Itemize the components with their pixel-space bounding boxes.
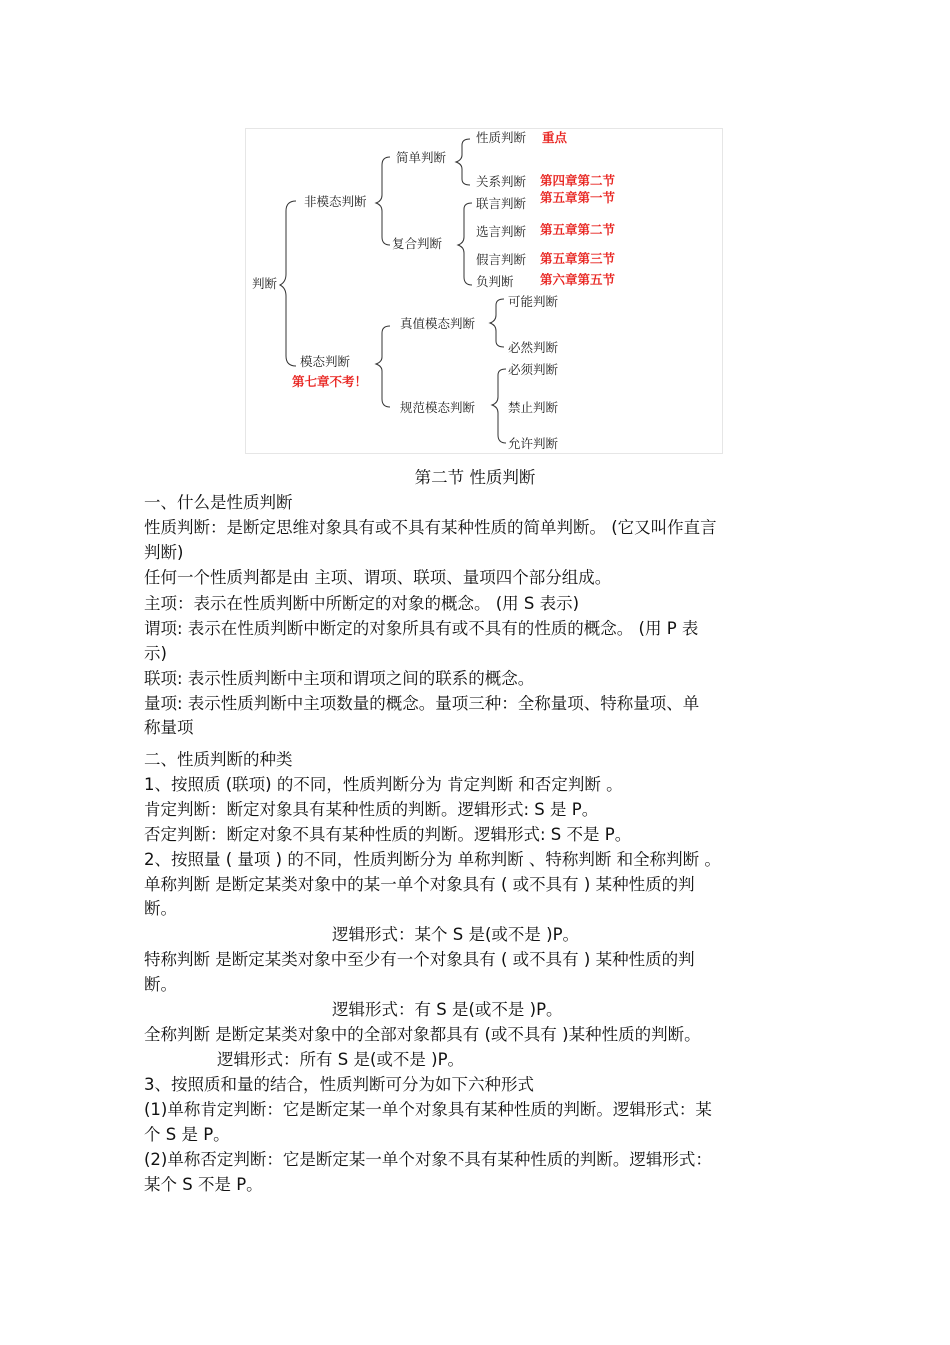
node-deontic: 规范模态判断 (400, 400, 476, 415)
text-line: 特称判断 是断定某类对象中至少有一个对象具有 ( 或不具有 ) 某种性质的判 (144, 950, 695, 969)
tag-hypothetical: 第五章第三节 (540, 251, 616, 266)
node-judgment: 判断 (252, 276, 278, 291)
node-non-modal: 非模态判断 (304, 194, 367, 209)
text-line: 逻辑形式：有 S 是(或不是 )P。 (332, 1000, 563, 1019)
text-line: 谓项: 表示在性质判断中断定的对象所具有或不具有的性质的概念。 (用 P 表 (144, 619, 699, 638)
text-line: 断。 (144, 899, 177, 918)
heading-types: 二、性质判断的种类 (144, 750, 293, 769)
node-conjunctive: 联言判断 (476, 196, 527, 211)
text-line: 单称判断 是断定某类对象中的某一单个对象具有 ( 或不具有 ) 某种性质的判 (144, 875, 695, 894)
text-line: 主项：表示在性质判断中所断定的对象的概念。 (用 S 表示) (144, 594, 580, 613)
text-line: 肯定判断：断定对象具有某种性质的判断。逻辑形式: S 是 P。 (144, 800, 599, 819)
node-property: 性质判断 (476, 130, 527, 145)
node-permitted: 允许判断 (508, 436, 559, 451)
text-line: 否定判断：断定对象不具有某种性质的判断。逻辑形式: S 不是 P。 (144, 825, 632, 844)
node-disjunctive: 选言判断 (476, 224, 527, 239)
tag-relation: 第四章第二节 (540, 173, 616, 188)
text-line: 性质判断：是断定思维对象具有或不具有某种性质的简单判断。 (它又叫作直言 (144, 518, 717, 537)
text-line: 判断) (144, 543, 184, 562)
note-modal: 第七章不考！ (292, 374, 368, 389)
text-line: 断。 (144, 975, 177, 994)
tag-disjunctive: 第五章第二节 (540, 222, 616, 237)
text-line: 全称判断 是断定某类对象中的全部对象都具有 (或不具有 )某种性质的判断。 (144, 1025, 701, 1044)
judgment-classification-diagram (245, 128, 723, 454)
text-line: 2、按照量 ( 量项 ) 的不同，性质判断分为 单称判断 、特称判断 和全称判断 。 (144, 850, 721, 869)
node-alethic: 真值模态判断 (400, 316, 476, 331)
text-line: 个 S 是 P。 (144, 1125, 230, 1144)
text-line: 逻辑形式：某个 S 是(或不是 )P。 (332, 925, 580, 944)
tag-negative: 第六章第五节 (540, 272, 616, 287)
node-possible: 可能判断 (508, 294, 559, 309)
text-line: (1)单称肯定判断：它是断定某一单个对象具有某种性质的判断。逻辑形式：某 (144, 1100, 712, 1119)
text-line: 逻辑形式：所有 S 是(或不是 )P。 (217, 1050, 465, 1069)
node-modal: 模态判断 (300, 354, 351, 369)
node-obligatory: 必须判断 (508, 362, 559, 377)
text-line: 称量项 (144, 718, 194, 737)
text-line: 示) (144, 644, 167, 663)
node-forbidden: 禁止判断 (508, 400, 559, 415)
node-negative: 负判断 (476, 274, 514, 289)
text-line: 联项: 表示性质判断中主项和谓项之间的联系的概念。 (144, 669, 535, 688)
tag-property: 重点 (542, 130, 568, 145)
node-necessary: 必然判断 (508, 340, 559, 355)
section-title: 第二节 性质判断 (414, 468, 536, 487)
tag-conjunctive: 第五章第一节 (540, 190, 616, 205)
node-hypothetical: 假言判断 (476, 252, 527, 267)
node-simple: 简单判断 (396, 150, 447, 165)
text-line: 3、按照质和量的结合，性质判断可分为如下六种形式 (144, 1075, 534, 1094)
text-line: 任何一个性质判都是由 主项、谓项、联项、量项四个部分组成。 (144, 568, 612, 587)
text-line: 量项: 表示性质判断中主项数量的概念。量项三种：全称量项、特称量项、单 (144, 694, 700, 713)
text-line: 某个 S 不是 P。 (144, 1175, 263, 1194)
node-relation: 关系判断 (476, 174, 527, 189)
text-line: 1、按照质 (联项) 的不同，性质判断分为 肯定判断 和否定判断 。 (144, 775, 623, 794)
heading-what-is: 一、什么是性质判断 (144, 493, 293, 512)
node-compound: 复合判断 (392, 236, 443, 251)
text-line: (2)单称否定判断：它是断定某一单个对象不具有某种性质的判断。逻辑形式： (144, 1150, 712, 1169)
